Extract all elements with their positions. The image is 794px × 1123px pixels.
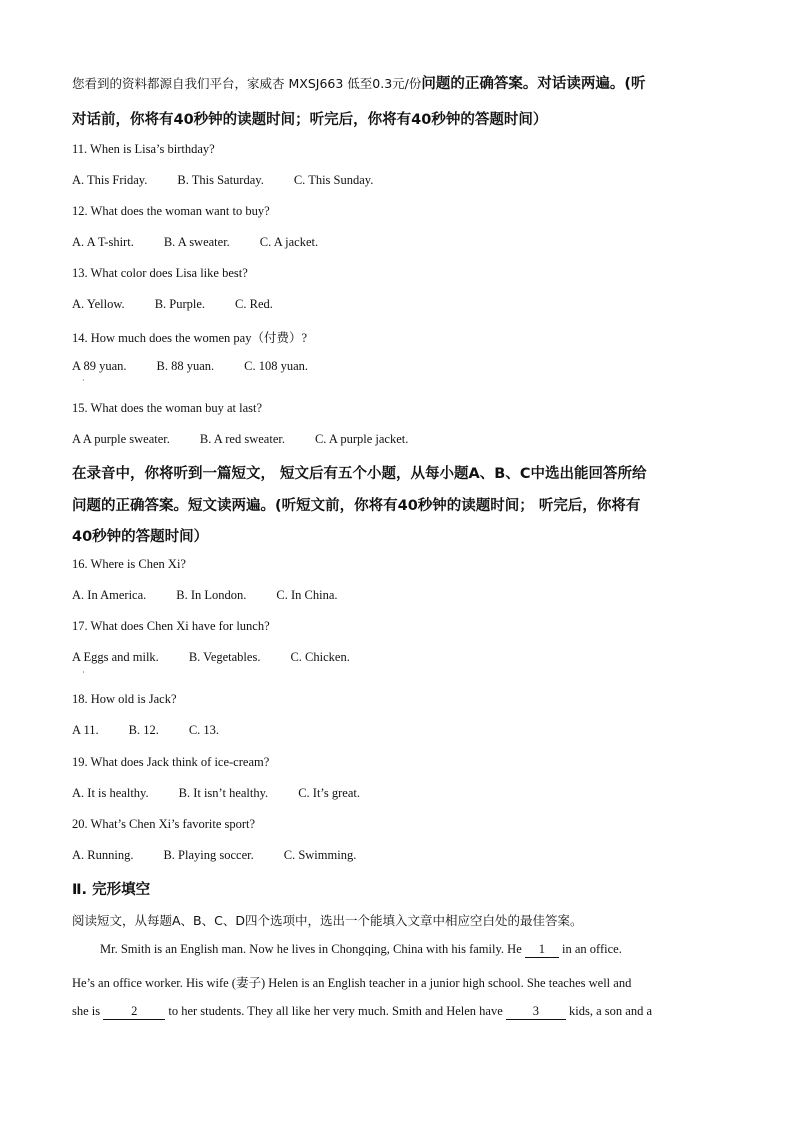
question-17: 17. What does Chen Xi have for lunch? (72, 619, 270, 633)
option-a: A 89 yuan. (72, 359, 127, 373)
option-c: C. 13. (188, 723, 220, 737)
option-a: A. Running. (72, 848, 134, 862)
stray-dot: · (82, 668, 85, 677)
option-b: B. In London. (176, 588, 247, 602)
option-c: C. It’s great. (298, 786, 360, 800)
option-a: A 11. (72, 723, 99, 737)
option-c: C. Chicken. (290, 650, 350, 664)
instruction-2-line-2: 问题的正确答案。短文读两遍。(听短文前，你将有40秒钟的读题时间； 听完后，你将有 (72, 498, 641, 514)
instruction-1-tail: 问题的正确答案。对话读两遍。(听 (421, 76, 646, 92)
source-notice: 您看到的资料都源自我们平台，家威杏 MXSJ663 低至0.3元/份 (72, 76, 422, 91)
option-a: A. It is healthy. (72, 786, 149, 800)
option-c: C. A jacket. (259, 235, 319, 249)
options-14 (72, 359, 308, 374)
options-13 (72, 297, 273, 312)
instruction-1-line-2: 对话前，你将有40秒钟的读题时间；听完后，你将有40秒钟的答题时间） (72, 112, 548, 128)
blank-3: 3 (506, 1004, 566, 1020)
question-12: 12. What does the woman want to buy? (72, 204, 270, 218)
option-b: B. A sweater. (163, 235, 230, 249)
question-19: 19. What does Jack think of ice-cream? (72, 755, 270, 769)
option-b: B. Vegetables. (188, 650, 261, 664)
question-11: 11. When is Lisa’s birthday? (72, 142, 215, 156)
option-b: B. This Saturday. (177, 173, 264, 187)
question-18: 18. How old is Jack? (72, 692, 177, 706)
stray-dot: · (82, 376, 85, 385)
passage-line-3: she is 2 to her students. They all like her very much. Smith and Helen have 3 kids, a son and a (72, 1004, 653, 1018)
option-c: C. This Sunday. (293, 173, 374, 187)
option-c: C. Swimming. (283, 848, 357, 862)
option-a: A. Yellow. (72, 297, 125, 311)
passage-line-2: He’s an office worker. His wife (妻子) Helen is an English teacher in a junior high school. She teaches well and (72, 976, 632, 990)
option-b: B. 88 yuan. (156, 359, 215, 373)
option-b: B. 12. (128, 723, 159, 737)
option-b: B. It isn’t healthy. (178, 786, 269, 800)
passage-line-1: Mr. Smith is an English man. Now he lives in Chongqing, China with his family. He 1 in an office. (100, 942, 622, 956)
options-20 (72, 848, 356, 863)
question-15: 15. What does the woman buy at last? (72, 401, 263, 415)
option-c: C. In China. (276, 588, 338, 602)
header-line (72, 72, 646, 93)
option-c: C. 108 yuan. (244, 359, 309, 373)
options-17 (72, 650, 350, 665)
options-11 (72, 173, 373, 188)
options-18 (72, 723, 219, 738)
blank-1: 1 (525, 942, 559, 958)
option-a: A. This Friday. (72, 173, 148, 187)
option-a: A A purple sweater. (72, 432, 170, 446)
options-19 (72, 786, 360, 801)
option-b: B. Purple. (154, 297, 206, 311)
options-12 (72, 235, 318, 250)
question-14: 14. How much does the women pay（付费）? (72, 331, 308, 345)
options-15 (72, 432, 408, 447)
instruction-2-line-3: 40秒钟的答题时间） (72, 529, 209, 545)
question-20: 20. What’s Chen Xi’s favorite sport? (72, 817, 256, 831)
option-b: B. Playing soccer. (163, 848, 254, 862)
question-13: 13. What color does Lisa like best? (72, 266, 248, 280)
instruction-2-line-1: 在录音中，你将听到一篇短文， 短文后有五个小题，从每小题A、B、C中选出能回答所给 (72, 466, 647, 482)
option-c: C. A purple jacket. (314, 432, 409, 446)
option-b: B. A red sweater. (199, 432, 285, 446)
blank-2: 2 (103, 1004, 165, 1020)
option-a: A. In America. (72, 588, 147, 602)
section-2-title: Ⅱ. 完形填空 (72, 882, 151, 898)
option-c: C. Red. (235, 297, 273, 311)
option-a: A. A T-shirt. (72, 235, 134, 249)
section-2-instruction: 阅读短文，从每题A、B、C、D四个选项中，选出一个能填入文章中相应空白处的最佳答案。 (72, 913, 583, 928)
question-16: 16. Where is Chen Xi? (72, 557, 186, 571)
option-a: A Eggs and milk. (72, 650, 159, 664)
options-16 (72, 588, 338, 603)
